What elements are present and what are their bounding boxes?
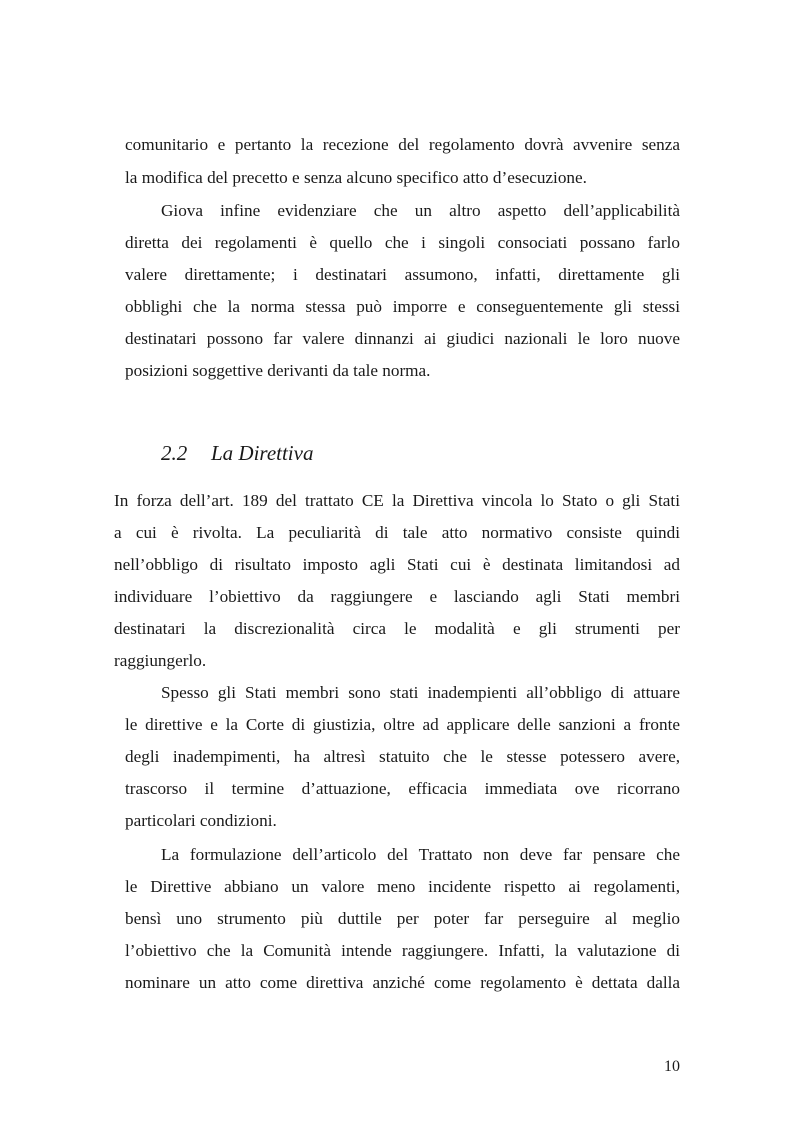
text-line: trascorso il termine d’attuazione, efficacia immediata ove ricorrano — [125, 779, 680, 798]
text-line: valere direttamente; i destinatari assumono, infatti, direttamente gli — [125, 265, 680, 284]
text-line: raggiungerlo. — [114, 651, 207, 670]
text-line: obblighi che la norma stessa può imporre e conseguentemente gli stessi — [125, 297, 680, 316]
text-line: particolari condizioni. — [125, 811, 277, 830]
text-line: destinatari possono far valere dinnanzi ai giudici nazionali le loro nuove — [125, 329, 680, 348]
text-line: destinatari la discrezionalità circa le modalità e gli strumenti per — [114, 619, 680, 638]
text-line: la modifica del precetto e senza alcuno specifico atto d’esecuzione. — [125, 168, 587, 187]
text-line: a cui è rivolta. La peculiarità di tale atto normativo consiste quindi — [114, 523, 680, 542]
text-line: individuare l’obiettivo da raggiungere e lasciando agli Stati membri — [114, 587, 680, 606]
section-heading — [161, 440, 313, 466]
text-line: Giova infine evidenziare che un altro aspetto dell’applicabilità — [161, 201, 680, 220]
text-line: diretta dei regolamenti è quello che i singoli consociati possano farlo — [125, 233, 680, 252]
text-line: nominare un atto come direttiva anziché come regolamento è dettata dalla — [125, 973, 680, 992]
text-line: In forza dell’art. 189 del trattato CE la Direttiva vincola lo Stato o gli Stati — [114, 491, 680, 510]
text-line: Spesso gli Stati membri sono stati inadempienti all’obbligo di attuare — [161, 683, 680, 702]
text-line: La formulazione dell’articolo del Trattato non deve far pensare che — [161, 845, 680, 864]
text-line: l’obiettivo che la Comunità intende raggiungere. Infatti, la valutazione di — [125, 941, 680, 960]
text-line: comunitario e pertanto la recezione del regolamento dovrà avvenire senza — [125, 135, 680, 154]
text-line: le direttive e la Corte di giustizia, oltre ad applicare delle sanzioni a fronte — [125, 715, 680, 734]
text-line: bensì uno strumento più duttile per poter far perseguire al meglio — [125, 909, 680, 928]
text-line: degli inadempimenti, ha altresì statuito che le stesse potessero avere, — [125, 747, 680, 766]
text-line: nell’obbligo di risultato imposto agli Stati cui è destinata limitandosi ad — [114, 555, 680, 574]
section-title: La Direttiva — [211, 441, 314, 465]
page-number: 10 — [664, 1058, 680, 1075]
text-line: posizioni soggettive derivanti da tale norma. — [125, 361, 431, 380]
text-line: le Direttive abbiano un valore meno incidente rispetto ai regolamenti, — [125, 877, 680, 896]
section-number: 2.2 — [161, 441, 188, 465]
